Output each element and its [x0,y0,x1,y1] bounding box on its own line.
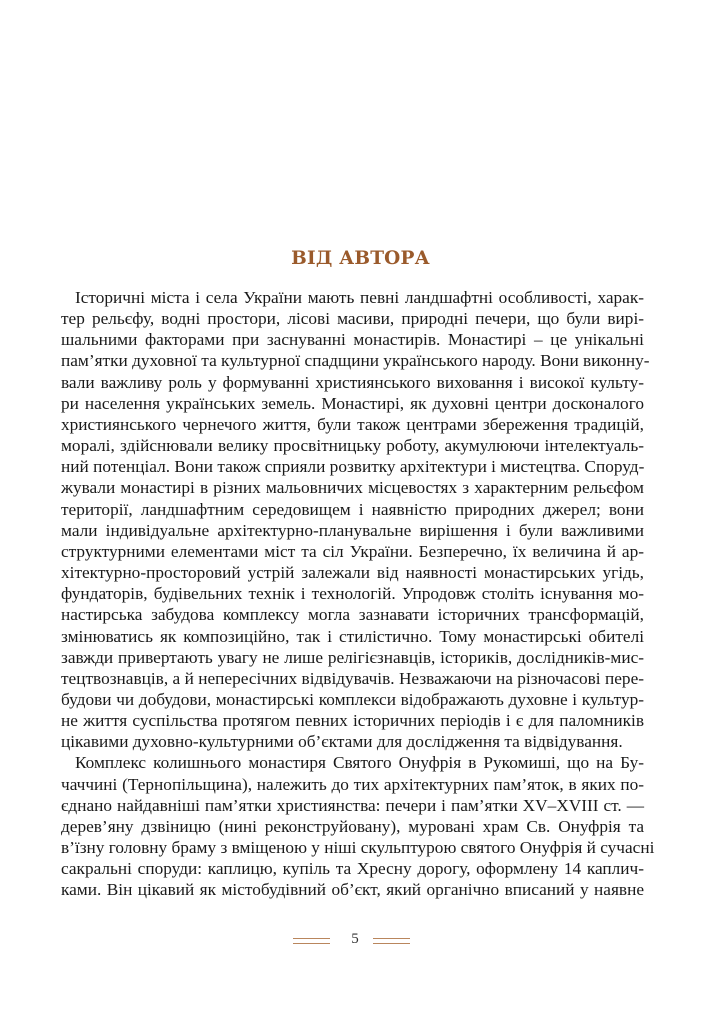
text-line: єднано найдавніші пам’ятки християнства: печери і пам’ятки XV–XVIII ст. — [61,795,644,815]
text-line: хітектурно-просторовий устрій залежали від наявності монастирських угідь, [61,563,644,583]
decorative-rule-left [293,938,330,944]
text-line: чаччині (Тернопільщина), належить до тих архітектурних пам’яток, в яких по- [61,774,644,794]
text-line: ний потенціал. Вони також сприяли розвитку архітектури і мистецтва. Споруд- [61,457,645,477]
text-line: вали важливу роль у формуванні християнського виховання і високої культу- [61,372,644,392]
page-number: 5 [351,931,359,947]
text-line: Комплекс колишнього монастиря Святого Онуфрія в Рукомиші, що на Бу- [75,753,644,773]
text-line: фундаторів, будівельних технік і технологій. Упродовж століть існування мо- [61,584,644,604]
text-line: тер рельєфу, водні простори, лісові масиви, природні печери, що були вирі- [61,309,644,329]
text-line: змінюватись як композиційно, так і стилістично. Тому монастирські обителі [61,626,644,646]
text-line: моралі, здійснювали велику просвітницьку роботу, акумулюючи інтелектуаль- [61,436,644,456]
text-line: тецтвознавців, а й непересічних відвідувачів. Незважаючи на різночасові пере- [61,668,644,688]
chapter-heading: ВІД АВТОРА [291,248,430,269]
text-line: будови чи добудови, монастирські комплекси відображають духовне і культур- [61,689,644,709]
text-line: території, ландшафтним середовищем і наявністю природних джерел; вони [61,499,644,519]
text-line: ками. Він цікавий як містобудівний об’єкт, який органічно вписаний у наявне [61,880,644,900]
page-footer [0,931,721,951]
text-line: настирська забудова комплексу могла зазнавати історичних трансформацій, [61,605,644,625]
paragraph-1 [61,287,650,752]
text-line: ри населення українських земель. Монастирі, як духовні центри досконалого [61,393,644,413]
body-text [61,287,655,901]
text-line: дерев’яну дзвіницю (нині реконструйовану), муровані храм Св. Онуфрія та [61,816,644,836]
text-line: сакральні споруди: каплицю, купіль та Хресну дорогу, оформлену 14 каплич- [61,859,644,879]
text-line: завжди привертають увагу не лише релігієзнавців, істориків, дослідників-мис- [61,647,644,667]
text-line: структурними елементами міст та сіл України. Безперечно, їх величина й ар- [61,541,644,561]
text-line: в’їзну головну браму з вміщеною у ніші скульптурою святого Онуфрія й сучасні [61,838,655,858]
text-line: Історичні міста і села України мають певні ландшафтні особливості, харак- [75,288,644,307]
text-line: цікавими духовно-культурними об’єктами для дослідження та відвідування. [61,732,623,752]
text-line: християнського чернечого життя, були також центрами збереження традицій, [61,414,644,434]
text-line: пам’ятки духовної та культурної спадщини українського народу. Вони виконну- [61,351,650,371]
text-line: мали індивідуальне архітектурно-планувальне вирішення і були важливими [61,520,644,540]
paragraph-2 [61,752,655,900]
text-line: не життя суспільства протягом певних історичних періодів і є для паломників [61,711,644,731]
decorative-rule-right [373,938,410,944]
text-line: шальними факторами при заснуванні монастирів. Монастирі – це унікальні [61,330,644,350]
text-line: жували монастирі в різних мальовничих місцевостях з характерним рельєфом [61,478,644,498]
